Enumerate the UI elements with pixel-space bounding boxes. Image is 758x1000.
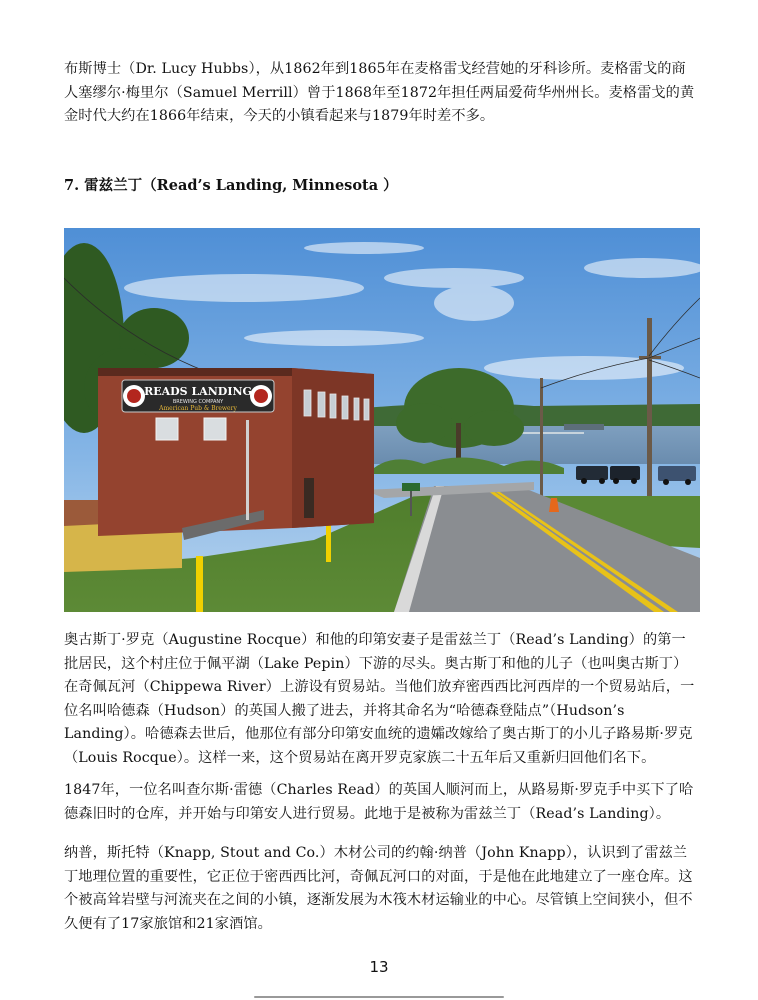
- body-paragraph-2: 1847年，一位名叫查尔斯·雷德（Charles Read）的英国人顺河而上，从路易斯·罗克手中买下了哈德森旧时的仓库，并开始与印第安人进行贸易。此地于是被称为雷兹兰丁（Read’s Landing）。: [64, 782, 694, 822]
- reads-landing-photo: [64, 228, 700, 612]
- page-number: 13: [369, 958, 389, 976]
- intro-paragraph: 布斯博士（Dr. Lucy Hubbs），从1862年到1865年在麦格雷戈经营她的牙科诊所。麦格雷戈的商人塞缪尔·梅里尔（Samuel Merrill）曾于1868年至1872年担任两届爱荷华州州长。麦格雷戈的黄金时代大约在1866年结束，今天的小镇看起来与1879年时差不多。: [64, 61, 695, 124]
- sign-line1: READS LANDING: [144, 385, 252, 398]
- body-paragraph-1: 奥古斯丁·罗克（Augustine Rocque）和他的印第安妻子是雷兹兰丁（Read’s Landing）的第一批居民，这个村庄位于佩平湖（Lake Pepin）下游的尽头。奥古斯丁和他的儿子（也叫奥古斯丁）在奇佩瓦河（Chippewa River）上游设有贸易站。当他们放弃密西西比河西岸的一个贸易站后，一位名叫哈德森（Hudson）的英国人搬了进去，并将其命名为“哈德森登陆点”（Hudson’s Landing）。哈德森去世后，他那位有部分印第安血统的遗孀改嫁给了奥古斯丁的小儿子路易斯·罗克（Louis Rocque）。这样一来，这个贸易站在离开罗克家族二十五年后又重新归回他们名下。: [64, 632, 695, 766]
- sign-line3: American Pub & Brewery: [159, 405, 237, 412]
- home-indicator-bar: [254, 996, 504, 998]
- sign-line2: BREWING COMPANY: [172, 399, 224, 405]
- body-paragraph-3: 纳普，斯托特（Knapp, Stout and Co.）木材公司的约翰·纳普（John Knapp），认识到了雷兹兰丁地理位置的重要性，它正位于密西西比河，奇佩瓦河口的对面，于是他在此地建立了一座仓库。这个被高耸岩壁与河流夹在之间的小镇，逐渐发展为木筏木材运输业的中心。尽管镇上空间狭小，但不久便有了17家旅馆和21家酒馆。: [64, 845, 693, 932]
- section-heading: 7. 雷兹兰丁（Read’s Landing, Minnesota ）: [64, 177, 398, 194]
